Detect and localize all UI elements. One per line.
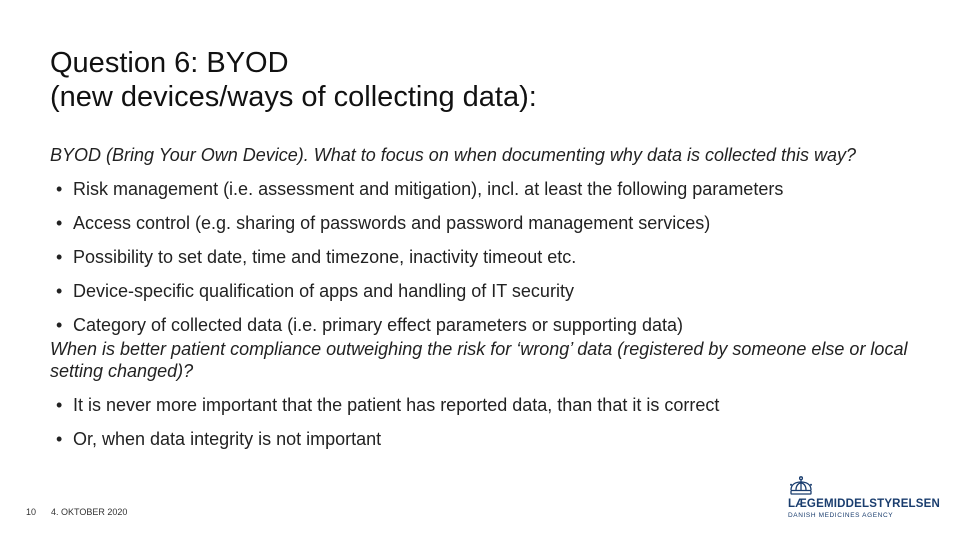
bullet-icon: • — [56, 395, 63, 415]
bullet-list-compliance — [50, 394, 920, 462]
list-item — [54, 280, 920, 314]
logo-subtitle: DANISH MEDICINES AGENCY — [788, 512, 894, 519]
list-item-text: Possibility to set date, time and timezone, inactivity timeout etc. — [73, 247, 577, 267]
bullet-icon: • — [56, 429, 63, 449]
agency-logo — [788, 476, 941, 522]
question-compliance: When is better patient compliance outweighing the risk for ‘wrong’ data (registered by someone else or local setting changed)? — [50, 339, 908, 381]
footer-date: 4. OKTOBER 2020 — [51, 507, 128, 517]
logo-name: LÆGEMIDDELSTYRELSEN — [788, 498, 941, 510]
list-item-text: Access control (e.g. sharing of passwords and password management services) — [73, 213, 711, 233]
list-item — [54, 246, 920, 280]
slide-title — [50, 46, 537, 114]
bullet-icon: • — [56, 281, 63, 301]
list-item-text: Category of collected data (i.e. primary effect parameters or supporting data) — [73, 315, 683, 335]
slide-body — [50, 144, 920, 462]
crown-icon — [788, 476, 814, 496]
list-item-text: It is never more important that the patient has reported data, than that it is correct — [73, 395, 720, 415]
question-byod: BYOD (Bring Your Own Device). What to focus on when documenting why data is collected this way? — [50, 145, 857, 165]
list-item — [54, 428, 920, 462]
page-number: 10 — [26, 507, 37, 517]
bullet-icon: • — [56, 247, 63, 267]
list-item-text: Device-specific qualification of apps and handling of IT security — [73, 281, 574, 301]
list-item — [54, 314, 920, 338]
bullet-icon: • — [56, 213, 63, 233]
slide-title-line1: Question 6: BYOD — [50, 47, 289, 79]
bullet-icon: • — [56, 315, 63, 335]
list-item — [54, 212, 920, 246]
bullet-list-focus — [50, 178, 920, 338]
list-item — [54, 178, 920, 212]
slide-title-line2: (new devices/ways of collecting data): — [50, 81, 537, 113]
list-item — [54, 394, 920, 428]
list-item-text: Or, when data integrity is not important — [73, 429, 382, 449]
list-item-text: Risk management (i.e. assessment and mitigation), incl. at least the following parameters — [73, 179, 784, 199]
bullet-icon: • — [56, 179, 63, 199]
